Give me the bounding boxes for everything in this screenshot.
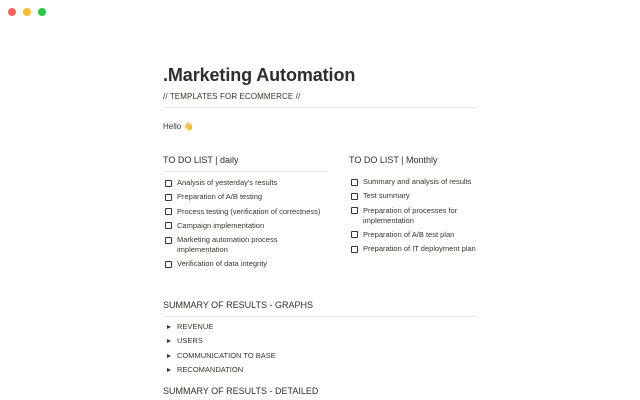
checkbox[interactable]	[165, 180, 172, 187]
greeting-text: Hello	[163, 122, 182, 131]
greeting[interactable]	[163, 121, 478, 132]
toggle-label[interactable]: COMMUNICATION TO BASE	[177, 350, 276, 360]
summary-detailed-section	[163, 386, 478, 400]
toggle-item[interactable]	[163, 336, 478, 346]
checkbox[interactable]	[351, 246, 358, 253]
checkbox[interactable]	[165, 222, 172, 229]
todo-item	[349, 230, 478, 240]
todo-item-label[interactable]: Preparation of A/B test plan	[363, 229, 455, 239]
todo-item-label[interactable]: Campaign implementation	[177, 220, 265, 230]
page-content	[163, 64, 478, 274]
window-controls	[8, 8, 46, 16]
toggle-label[interactable]: RECOMANDATION	[177, 364, 244, 374]
page-subtitle[interactable]: // TEMPLATES FOR ECOMMERCE //	[163, 92, 301, 101]
waving-hand-icon: 👋	[183, 122, 194, 131]
todo-item	[163, 207, 328, 217]
todo-item-label[interactable]: Summary and analysis of results	[363, 177, 472, 186]
toggle-triangle-icon[interactable]	[167, 368, 171, 372]
page-title[interactable]: .Marketing Automation	[163, 65, 356, 85]
toggle-triangle-icon[interactable]	[167, 325, 171, 329]
toggle-label[interactable]: USERS	[177, 336, 203, 346]
checkbox[interactable]	[165, 237, 172, 244]
todo-daily-column	[163, 155, 328, 274]
todo-item	[349, 191, 478, 201]
todo-daily-list	[163, 178, 328, 269]
checkbox[interactable]	[165, 194, 172, 201]
todo-item	[163, 259, 328, 269]
toggle-item[interactable]	[163, 322, 478, 332]
todo-item-label[interactable]: Preparation of IT deployment plan	[363, 244, 476, 254]
todo-columns	[163, 155, 478, 274]
todo-item-label[interactable]: Verification of data integrity	[177, 259, 268, 269]
toggle-item[interactable]	[163, 351, 478, 361]
todo-monthly-title[interactable]: TO DO LIST | Monthly	[349, 155, 438, 165]
toggle-item[interactable]	[163, 365, 478, 375]
todo-monthly-column	[349, 155, 478, 274]
todo-item	[349, 206, 478, 226]
todo-item	[163, 221, 328, 231]
summary-graphs-section	[163, 300, 478, 379]
todo-item-label[interactable]: Analysis of yesterday's results	[177, 178, 278, 187]
checkbox[interactable]	[351, 193, 358, 200]
todo-item-label[interactable]: Marketing automation process implementation	[177, 235, 278, 255]
summary-graphs-toggles	[163, 322, 478, 375]
checkbox[interactable]	[165, 261, 172, 268]
todo-item	[163, 178, 328, 188]
todo-item-label[interactable]: Preparation of processes for implementation	[363, 205, 458, 225]
checkbox[interactable]	[351, 207, 358, 214]
todo-item-label[interactable]: Preparation of A/B testing	[177, 192, 263, 202]
divider	[163, 107, 478, 108]
summary-detailed-title[interactable]: SUMMARY OF RESULTS - DETAILED	[163, 386, 478, 400]
checkbox[interactable]	[351, 231, 358, 238]
maximize-window-button[interactable]	[38, 8, 46, 16]
toggle-triangle-icon[interactable]	[167, 339, 171, 343]
checkbox[interactable]	[351, 179, 358, 186]
checkbox[interactable]	[165, 208, 172, 215]
todo-item-label[interactable]: Test summary	[363, 191, 410, 201]
toggle-label[interactable]: REVENUE	[177, 322, 214, 331]
todo-item	[163, 235, 328, 255]
todo-daily-title[interactable]: TO DO LIST | daily	[163, 155, 328, 172]
summary-graphs-title[interactable]: SUMMARY OF RESULTS - GRAPHS	[163, 300, 478, 317]
todo-item	[349, 177, 478, 187]
todo-item	[163, 192, 328, 202]
toggle-triangle-icon[interactable]	[167, 354, 171, 358]
close-window-button[interactable]	[8, 8, 16, 16]
todo-item-label[interactable]: Process testing (verification of correctness)	[177, 206, 321, 216]
minimize-window-button[interactable]	[23, 8, 31, 16]
todo-monthly-list	[349, 177, 478, 254]
todo-item	[349, 244, 478, 254]
